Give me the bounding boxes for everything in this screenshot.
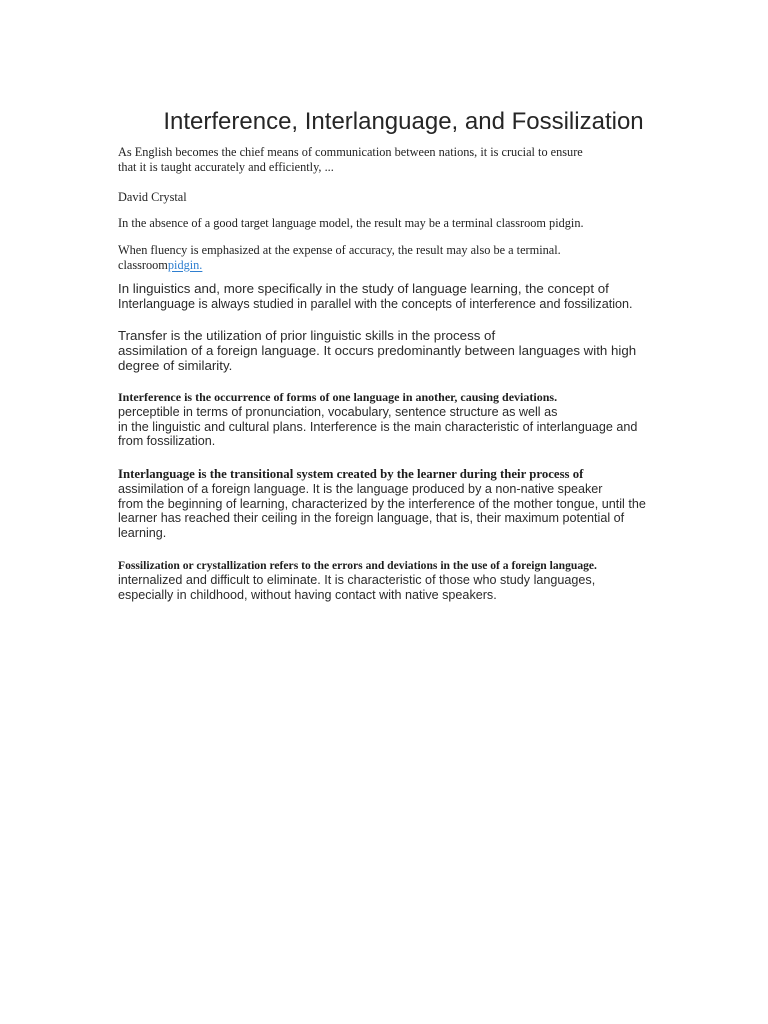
pidgin-sentence: In the absence of a good target language model, the result may be a terminal classroom pidgin. <box>118 216 584 230</box>
interference-line: from fossilization. <box>118 434 216 449</box>
transfer-line: assimilation of a foreign language. It occurs predominantly between languages with high <box>118 342 637 358</box>
pidgin-link[interactable]: pidgin. <box>167 257 203 272</box>
linguistics-line: In linguistics and, more specifically in the study of language learning, the concept of <box>118 281 609 296</box>
fossilization-paragraph <box>118 558 678 602</box>
document-title: Interference, Interlanguage, and Fossilization <box>163 108 644 135</box>
transfer-line: degree of similarity. <box>118 357 233 373</box>
interference-heading: Interference is the occurrence of forms of one language in another, causing deviations. <box>118 390 558 404</box>
interlanguage-paragraph <box>118 467 678 541</box>
interlanguage-line: learner has reached their ceiling in the foreign language, that is, their maximum potential of <box>118 511 625 526</box>
interference-line: in the linguistic and cultural plans. Interference is the main characteristic of interlanguage and <box>118 419 638 434</box>
author-name: David Crystal <box>118 190 187 204</box>
fossilization-line: especially in childhood, without having contact with native speakers. <box>118 587 497 602</box>
linguistics-paragraph <box>118 282 678 311</box>
intro-line: As English becomes the chief means of communication between nations, it is crucial to ensure <box>118 145 583 159</box>
fossilization-line: internalized and difficult to eliminate. It is characteristic of those who study languages, <box>118 573 596 587</box>
interference-paragraph <box>118 390 678 449</box>
transfer-paragraph <box>118 329 678 373</box>
interlanguage-line: assimilation of a foreign language. It is the language produced by a non-native speaker <box>118 482 603 496</box>
fluency-paragraph <box>118 243 678 272</box>
interlanguage-heading: Interlanguage is the transitional system created by the learner during their process of <box>118 467 584 481</box>
linguistics-line: Interlanguage is always studied in parallel with the concepts of interference and fossilization. <box>118 296 633 311</box>
fossilization-heading: Fossilization or crystallization refers to the errors and deviations in the use of a foreign language. <box>118 559 597 572</box>
interlanguage-line: learning. <box>118 526 167 541</box>
fluency-line: When fluency is emphasized at the expense of accuracy, the result may also be a terminal. <box>118 243 561 257</box>
transfer-line: Transfer is the utilization of prior linguistic skills in the process of <box>118 328 496 343</box>
intro-paragraph <box>118 145 678 174</box>
intro-line: that it is taught accurately and efficiently, ... <box>118 159 334 174</box>
interference-line: perceptible in terms of pronunciation, vocabulary, sentence structure as well as <box>118 405 558 419</box>
fluency-line-2 <box>118 258 678 273</box>
interlanguage-line: from the beginning of learning, characterized by the interference of the mother tongue, until the <box>118 496 646 511</box>
fluency-prefix: classroom <box>118 257 168 272</box>
